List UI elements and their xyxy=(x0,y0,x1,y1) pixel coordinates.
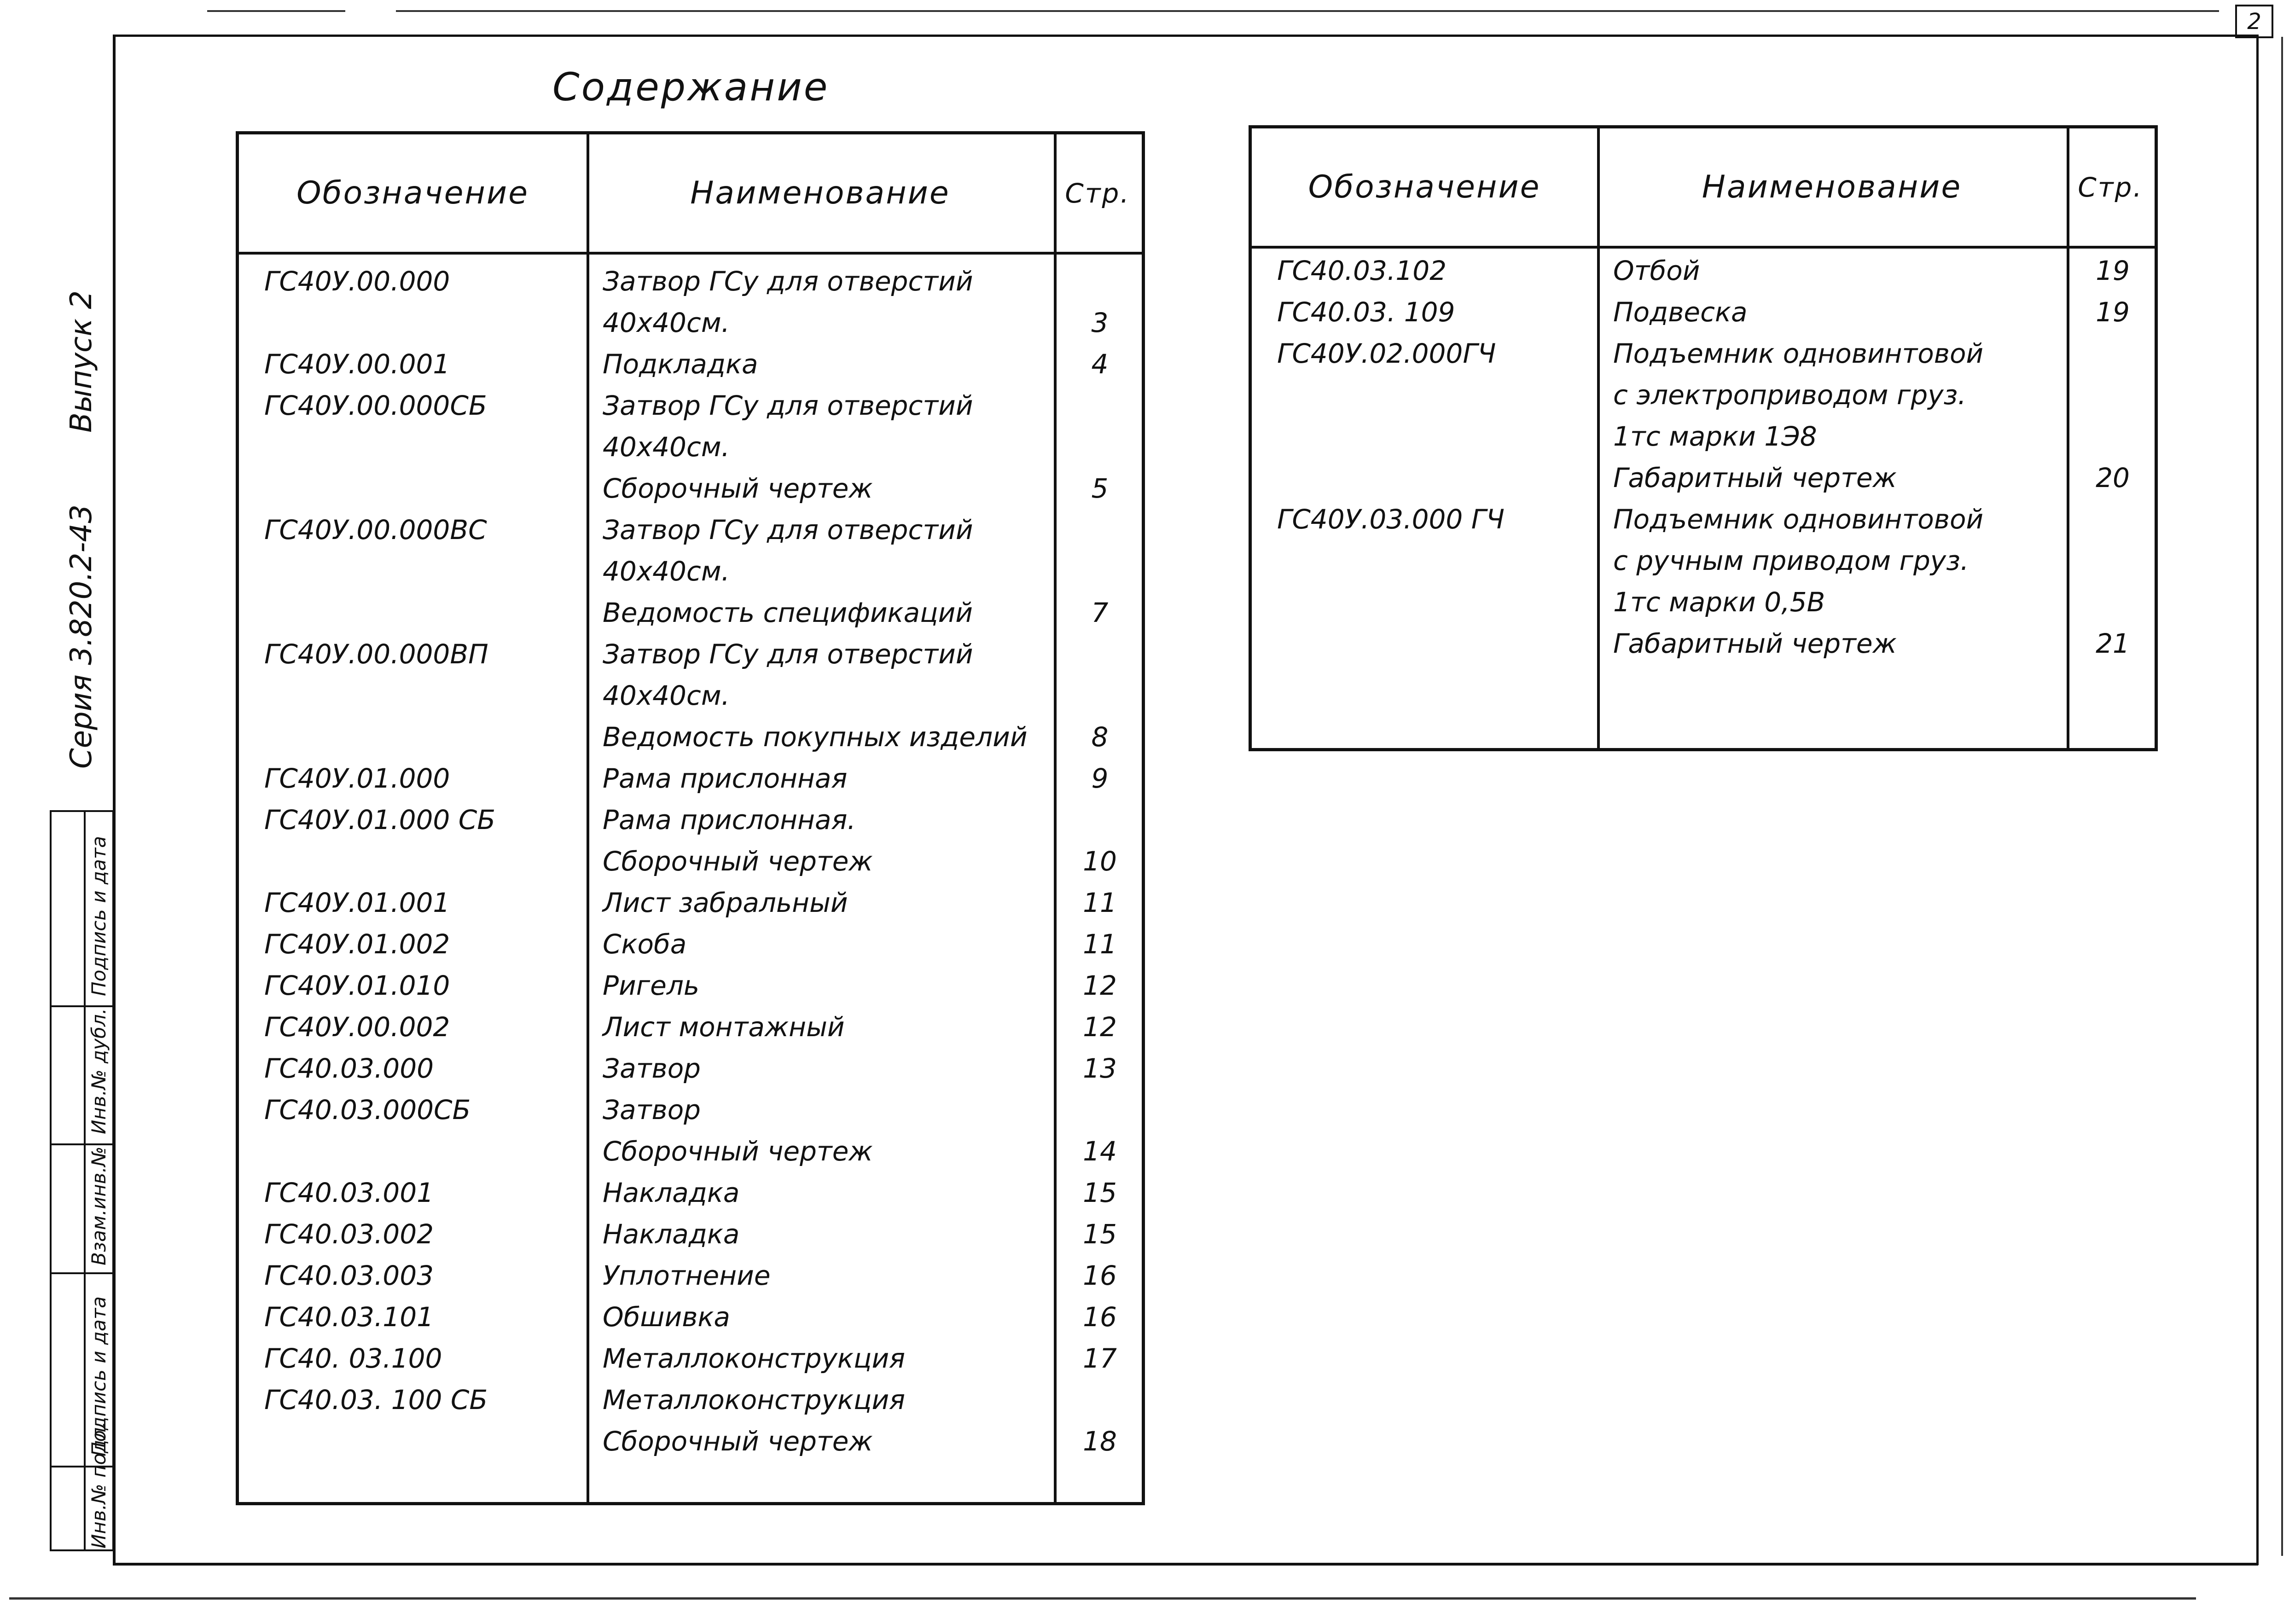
sheet-number: 2 xyxy=(2235,5,2273,38)
row-name-line: Металлоконструкция xyxy=(603,1384,906,1415)
row-page: 7 xyxy=(1091,597,1109,628)
stamp-divider xyxy=(52,1005,112,1007)
top-edge-dash xyxy=(207,10,345,12)
contents-table-right xyxy=(1249,125,2158,751)
row-page: 11 xyxy=(1083,887,1117,918)
stamp-label: Инв.№ подл. xyxy=(87,1421,110,1549)
row-name-line: с электроприводом груз. xyxy=(1613,379,1966,411)
row-designation: ГС40У.01.001 xyxy=(264,887,450,918)
row-name-line: Рама прислонная. xyxy=(603,804,856,835)
row-name-line: 1тс марки 1Э8 xyxy=(1613,421,1817,452)
row-name-line: Затвор ГСу для отверстий xyxy=(603,390,973,421)
header-divider xyxy=(1252,246,2155,249)
row-name-line: 40x40см. xyxy=(603,556,730,587)
row-page: 15 xyxy=(1083,1177,1117,1208)
row-page: 18 xyxy=(1083,1426,1117,1457)
column-divider xyxy=(1054,134,1057,1502)
page-title: Содержание xyxy=(552,64,830,110)
row-name-line: Габаритный чертеж xyxy=(1613,628,1897,659)
row-name-line: Сборочный чертеж xyxy=(603,1136,873,1167)
row-name-line: Подвеска xyxy=(1613,296,1748,328)
row-name-line: 1тс марки 0,5В xyxy=(1613,586,1825,618)
row-designation: ГС40У.00.000ВП xyxy=(264,638,488,670)
row-page: 21 xyxy=(2096,628,2130,659)
row-page: 13 xyxy=(1083,1053,1117,1084)
row-name-line: Обшивка xyxy=(603,1301,730,1333)
row-page: 9 xyxy=(1091,763,1109,794)
row-name-line: 40x40см. xyxy=(603,431,730,463)
row-designation: ГС40У.01.000 СБ xyxy=(264,804,496,835)
row-name-line: Затвор ГСу для отверстий xyxy=(603,638,973,670)
row-name-line: 40x40см. xyxy=(603,307,730,338)
row-designation: ГС40У.00.000ВС xyxy=(264,514,487,545)
row-page: 11 xyxy=(1083,928,1117,960)
series-label: Серия 3.820.2-43 xyxy=(64,505,99,769)
header-designation: Обозначение xyxy=(296,175,529,211)
row-name-line: Отбой xyxy=(1613,255,1700,286)
row-page: 4 xyxy=(1091,348,1109,380)
row-name-line: Лист монтажный xyxy=(603,1011,845,1043)
stamp-label: Подпись и дата xyxy=(87,836,110,996)
row-page: 14 xyxy=(1083,1136,1117,1167)
contents-table-left xyxy=(236,131,1145,1505)
row-name-line: Сборочный чертеж xyxy=(603,1426,873,1457)
row-name-line: Подъемник одновинтовой xyxy=(1613,504,1984,535)
row-page: 16 xyxy=(1083,1260,1117,1291)
header-designation: Обозначение xyxy=(1308,169,1541,205)
row-designation: ГС40У.00.000 xyxy=(264,266,450,297)
row-name-line: Затвор ГСу для отверстий xyxy=(603,514,973,545)
row-name-line: Габаритный чертеж xyxy=(1613,462,1897,493)
row-name-line: Накладка xyxy=(603,1177,740,1208)
row-name-line: Ведомость спецификаций xyxy=(603,597,973,628)
row-name-line: Накладка xyxy=(603,1218,740,1250)
row-name-line: Подъемник одновинтовой xyxy=(1613,338,1984,369)
row-name-line: Сборочный чертеж xyxy=(603,473,873,504)
row-designation: ГС40У.01.010 xyxy=(264,970,450,1001)
row-name-line: Уплотнение xyxy=(603,1260,771,1291)
header-name: Наименование xyxy=(1702,169,1962,205)
row-page: 5 xyxy=(1091,473,1109,504)
row-designation: ГС40.03.000СБ xyxy=(264,1094,471,1125)
stamp-label: Инв.№ дубл. xyxy=(87,1008,110,1134)
row-page: 17 xyxy=(1083,1343,1117,1374)
row-designation: ГС40.03.003 xyxy=(264,1260,434,1291)
stamp-divider xyxy=(52,1143,112,1145)
right-edge-line xyxy=(2281,37,2283,1556)
row-designation: ГС40.03. 109 xyxy=(1277,296,1455,328)
row-name-line: 40x40см. xyxy=(603,680,730,711)
row-name-line: Рама прислонная xyxy=(603,763,848,794)
row-name-line: Ригель xyxy=(603,970,700,1001)
row-page: 15 xyxy=(1083,1218,1117,1250)
row-designation: ГС40. 03.100 xyxy=(264,1343,442,1374)
row-designation: ГС40У.01.000 xyxy=(264,763,450,794)
row-name-line: Сборочный чертеж xyxy=(603,846,873,877)
header-divider xyxy=(239,252,1142,255)
row-designation: ГС40.03.102 xyxy=(1277,255,1447,286)
row-name-line: Скоба xyxy=(603,928,687,960)
drawing-frame-bottom xyxy=(113,1563,2258,1566)
bottom-edge-line xyxy=(9,1597,2196,1600)
top-edge-dash xyxy=(396,10,2219,12)
row-page: 8 xyxy=(1091,721,1109,753)
row-page: 19 xyxy=(2096,296,2130,328)
row-designation: ГС40У.00.000СБ xyxy=(264,390,487,421)
stamp-label: Взам.инв.№ xyxy=(87,1146,110,1265)
row-name-line: Затвор ГСу для отверстий xyxy=(603,266,973,297)
row-designation: ГС40.03.000 xyxy=(264,1053,434,1084)
row-page: 10 xyxy=(1083,846,1117,877)
row-page: 12 xyxy=(1083,970,1117,1001)
row-designation: ГС40.03.101 xyxy=(264,1301,434,1333)
header-name: Наименование xyxy=(690,175,950,211)
row-designation: ГС40.03.002 xyxy=(264,1218,434,1250)
row-designation: ГС40У.00.001 xyxy=(264,348,450,380)
row-name-line: Лист забральный xyxy=(603,887,848,918)
header-page: Стр. xyxy=(2078,171,2143,203)
row-designation: ГС40У.01.002 xyxy=(264,928,450,960)
row-page: 3 xyxy=(1091,307,1109,338)
stamp-divider xyxy=(84,812,86,1549)
row-designation: ГС40У.02.000ГЧ xyxy=(1277,338,1496,369)
row-name-line: Металлоконструкция xyxy=(603,1343,906,1374)
stamp-label: Подпись и дата xyxy=(87,1296,110,1456)
row-designation: ГС40У.03.000 ГЧ xyxy=(1277,504,1505,535)
row-name-line: Затвор xyxy=(603,1053,701,1084)
column-divider xyxy=(587,134,589,1502)
stamp-strip xyxy=(50,810,114,1551)
row-designation: ГС40.03.001 xyxy=(264,1177,434,1208)
row-name-line: с ручным приводом груз. xyxy=(1613,545,1969,576)
issue-label: Выпуск 2 xyxy=(64,290,99,433)
header-page: Стр. xyxy=(1065,177,1130,209)
row-name-line: Затвор xyxy=(603,1094,701,1125)
row-page: 16 xyxy=(1083,1301,1117,1333)
row-page: 20 xyxy=(2096,462,2130,493)
row-name-line: Подкладка xyxy=(603,348,758,380)
row-name-line: Ведомость покупных изделий xyxy=(603,721,1028,753)
row-designation: ГС40У.00.002 xyxy=(264,1011,450,1043)
stamp-divider xyxy=(52,1272,112,1274)
row-page: 19 xyxy=(2096,255,2130,286)
row-page: 12 xyxy=(1083,1011,1117,1043)
row-designation: ГС40.03. 100 СБ xyxy=(264,1384,488,1415)
